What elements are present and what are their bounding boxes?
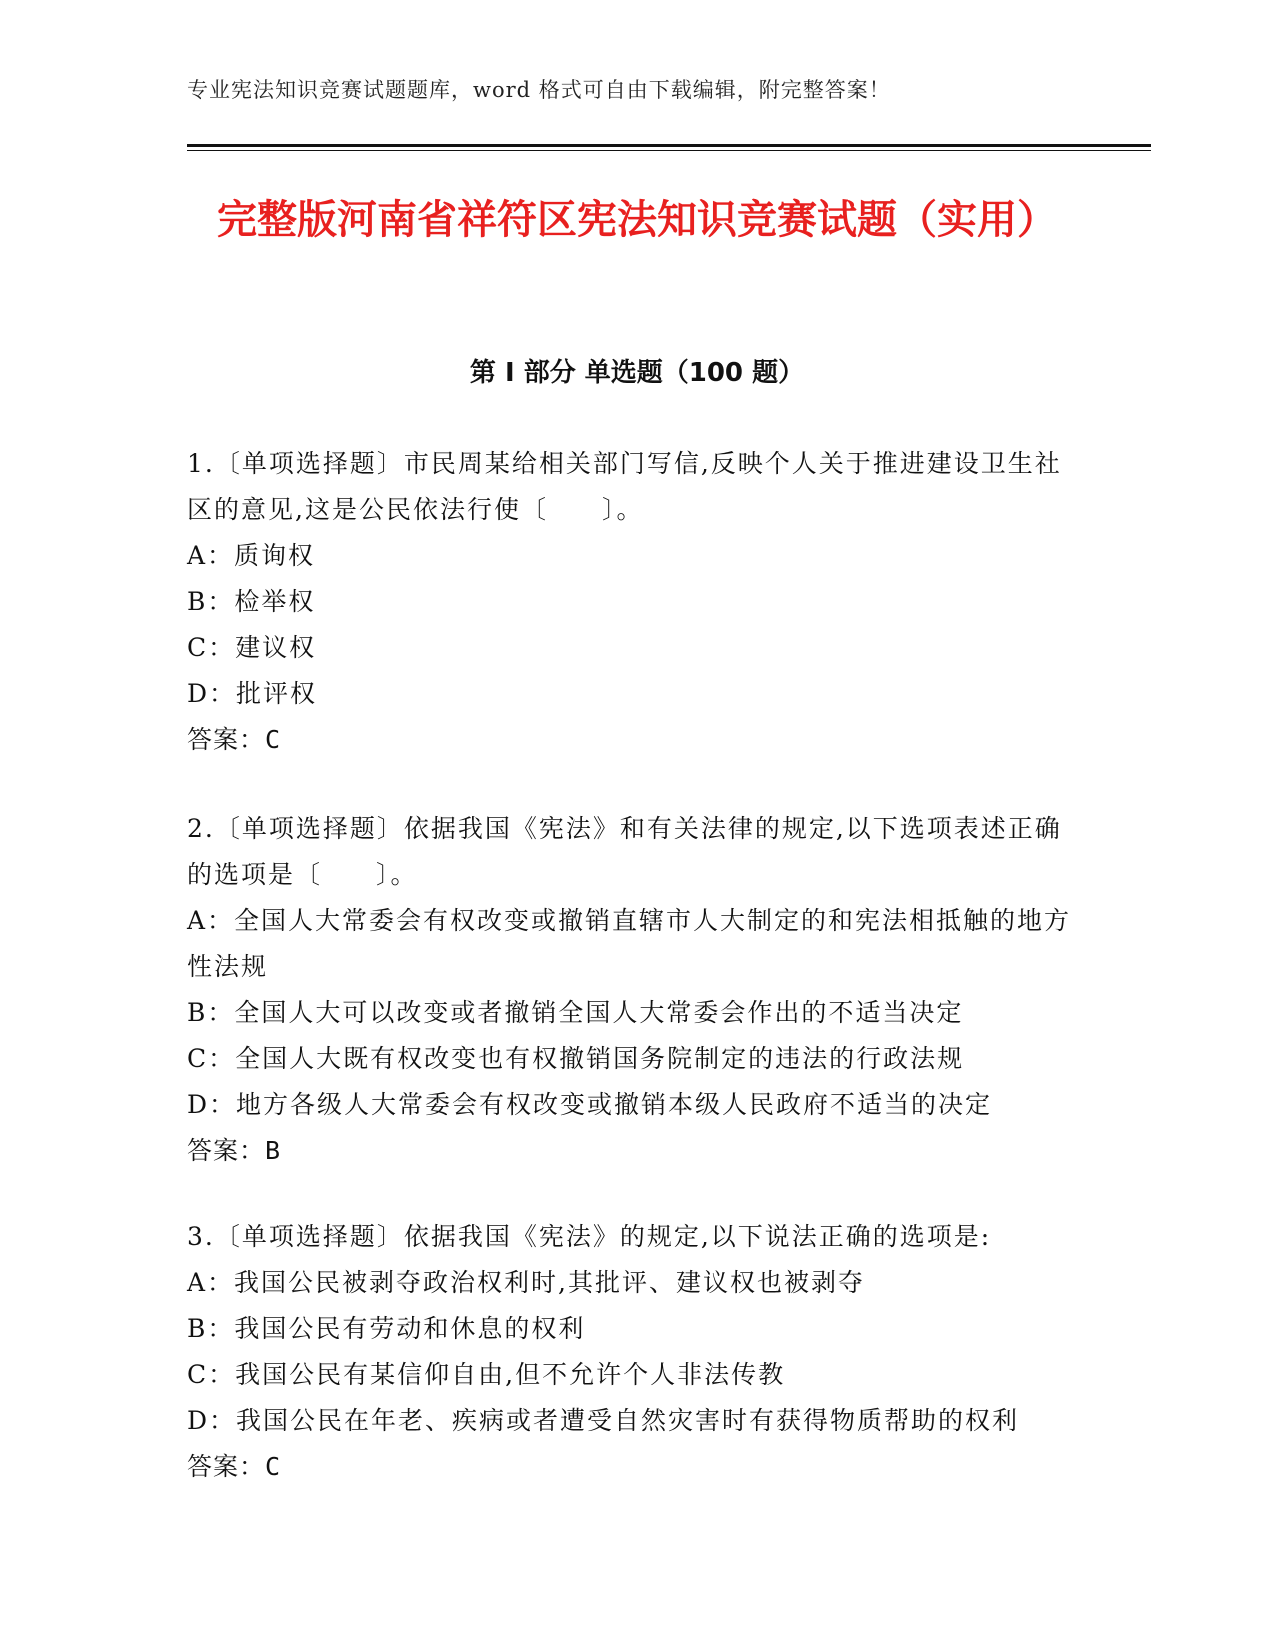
answer-label: 答案：	[187, 1136, 266, 1165]
question-1	[187, 441, 1087, 763]
option-a: A：我国公民被剥夺政治权利时,其批评、建议权也被剥夺	[187, 1268, 866, 1297]
question-3	[187, 1214, 1087, 1490]
option-d: D：批评权	[187, 679, 318, 708]
question-stem: 3.〔单项选择题〕依据我国《宪法》的规定,以下说法正确的选项是:	[187, 1222, 992, 1251]
section-title: 第 I 部分 单选题（100 题）	[469, 358, 805, 388]
header-rule-thin	[187, 150, 1151, 151]
option-d: D：我国公民在年老、疾病或者遭受自然灾害时有获得物质帮助的权利	[187, 1406, 1020, 1435]
option-b: B：检举权	[187, 587, 316, 616]
option-a: A：全国人大常委会有权改变或撤销直辖市人大制定的和宪法相抵触的地方性法规	[187, 906, 1072, 981]
answer-value: C	[265, 725, 282, 754]
answer-line	[187, 717, 1087, 763]
option-c: C：建议权	[187, 633, 317, 662]
question-2	[187, 806, 1087, 1174]
header-rule-thick	[187, 144, 1151, 147]
option-c: C：我国公民有某信仰自由,但不允许个人非法传教	[187, 1360, 786, 1389]
option-b: B：我国公民有劳动和休息的权利	[187, 1314, 586, 1343]
header-note: 专业宪法知识竞赛试题题库，word 格式可自由下载编辑，附完整答案！	[187, 78, 891, 102]
option-a: A：质询权	[187, 541, 316, 570]
answer-value: B	[265, 1136, 282, 1165]
answer-label: 答案：	[187, 1452, 266, 1481]
answer-label: 答案：	[187, 725, 266, 754]
answer-line	[187, 1444, 1087, 1490]
question-stem: 1.〔单项选择题〕市民周某给相关部门写信,反映个人关于推进建设卫生社区的意见,这是公民依法行使〔 〕。	[187, 449, 1062, 524]
answer-value: C	[265, 1452, 282, 1481]
option-b: B：全国人大可以改变或者撤销全国人大常委会作出的不适当决定	[187, 998, 964, 1027]
option-c: C：全国人大既有权改变也有权撤销国务院制定的违法的行政法规	[187, 1044, 965, 1073]
question-stem: 2.〔单项选择题〕依据我国《宪法》和有关法律的规定,以下选项表述正确的选项是〔 〕。	[187, 814, 1062, 889]
option-d: D：地方各级人大常委会有权改变或撤销本级人民政府不适当的决定	[187, 1090, 993, 1119]
answer-line	[187, 1128, 1087, 1174]
document-title: 完整版河南省祥符区宪法知识竞赛试题（实用）	[217, 197, 1057, 243]
